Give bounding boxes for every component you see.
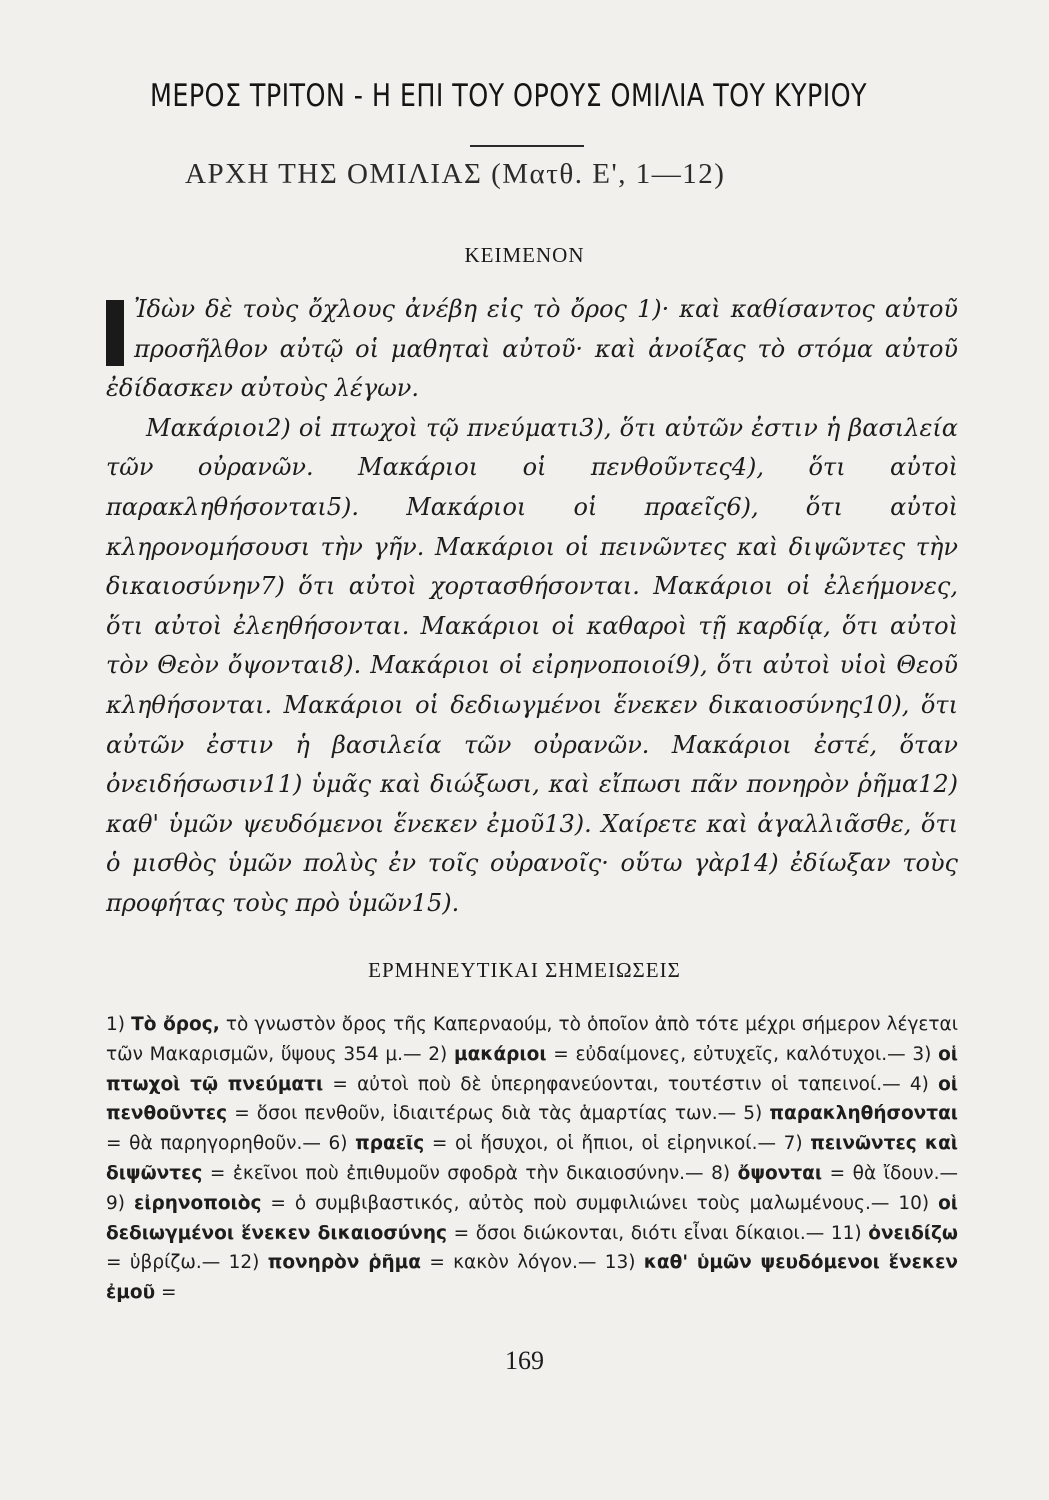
explanatory-notes [106, 1010, 958, 1308]
note-item: 11) ὀνειδίζω = ὑβρίζω.— [106, 1222, 958, 1274]
note-item: 13) καθ' ὑμῶν ψευδόμενοι ἕνεκεν ἐμοῦ = [106, 1252, 958, 1304]
running-head: ΜΕΡΟΣ ΤΡΙΤΟΝ - Η ΕΠΙ ΤΟΥ ΟΡΟΥΣ ΟΜΙΛΙΑ ΤΟΥ ΚΥΡΙΟΥ [150, 78, 868, 114]
note-item: 2) μακάριοι = εὐδαίμονες, εὐτυχεῖς, καλότυχοι.— [428, 1043, 906, 1065]
opening-paragraph: Ἰδὼν δὲ τοὺς ὄχλους ἀνέβη εἰς τὸ ὄρος 1)· καὶ καθίσαντος αὐτοῦ προσῆλθον αὐτῷ οἱ μαθηταὶ αὐτοῦ· καὶ ἀνοίξας τὸ στόμα αὐτοῦ ἐδίδασκεν αὐτοὺς λέγων. [106, 295, 958, 403]
drop-cap-ornament [106, 300, 124, 366]
text-label: ΚΕΙΜΕΝΟΝ [464, 243, 585, 267]
section-title: ΑΡΧΗ ΤΗΣ ΟΜΙΛΙΑΣ (Ματθ. Ε', 1—12) [185, 158, 726, 190]
note-item: 3) οἱ πτωχοὶ τῷ πνεύματι = αὐτοὶ ποὺ δὲ ὑπερηφανεύονται, τουτέστιν οἱ ταπεινοί.— [106, 1043, 958, 1095]
note-item: 7) πεινῶντες καὶ διψῶντες = ἐκεῖνοι ποὺ ἐπιθυμοῦν σφοδρὰ τὴν δικαιοσύνην.— [106, 1133, 958, 1184]
note-item: 9) εἰρηνοποιὸς = ὁ συμβιβαστικός, αὐτὸς ποὺ συμφιλιώνει τοὺς μαλωμένους.— [106, 1192, 890, 1214]
notes-label: ΕΡΜΗΝΕΥΤΙΚΑΙ ΣΗΜΕΙΩΣΕΙΣ [368, 958, 681, 982]
note-item: 12) πονηρὸν ῥῆμα = κακὸν λόγον.— [228, 1252, 597, 1274]
note-item: 6) πραεῖς = οἱ ἥσυχοι, οἱ ἤπιοι, οἱ εἰρηνικοί.— [328, 1133, 776, 1155]
note-item: 4) οἱ πενθοῦντες = ὅσοι πενθοῦν, ἰδιαιτέρως διὰ τὰς ἁμαρτίας των.— [106, 1073, 958, 1125]
scripture-text [106, 290, 958, 924]
note-item: 5) παρακληθήσονται = θὰ παρηγορηθοῦν.— [106, 1103, 958, 1155]
beatitudes-paragraph: Μακάριοι2) οἱ πτωχοὶ τῷ πνεύματι3), ὅτι αὐτῶν ἐστιν ἡ βασιλεία τῶν οὐρανῶν. Μακάριοι οἱ πενθοῦντες4), ὅτι αὐτοὶ παρακληθήσονται5). Μακάριοι οἱ πραεῖς6), ὅτι αὐτοὶ κληρονομήσουσι τὴν γῆν. Μακάριοι οἱ πεινῶντες καὶ διψῶντες τὴν δικαιοσύνην7) ὅτι αὐτοὶ χορτασθήσονται. Μακάριοι οἱ ἐλεήμονες, ὅτι αὐτοὶ ἐλεηθήσονται. Μακάριοι οἱ καθαροὶ τῇ καρδίᾳ, ὅτι αὐτοὶ τὸν Θεὸν ὄψονται8). Μακάριοι οἱ εἰρηνοποιοί9), ὅτι αὐτοὶ υἱοὶ Θεοῦ κληθήσονται. Μακάριοι οἱ δεδιωγμένοι ἕνεκεν δικαιοσύνης10), ὅτι αὐτῶν ἐστιν ἡ βασιλεία τῶν οὐρανῶν. Μακάριοι ἐστέ, ὅταν ὀνειδήσωσιν11) ὑμᾶς καὶ διώξωσι, καὶ εἴπωσι πᾶν πονηρὸν ῥῆμα12) καθ' ὑμῶν ψευδόμενοι ἕνεκεν ἐμοῦ13). Χαίρετε καὶ ἀγαλλιᾶσθε, ὅτι ὁ μισθὸς ὑμῶν πολὺς ἐν τοῖς οὐρανοῖς· οὕτω γὰρ14) ἐδίωξαν τοὺς προφήτας τοὺς πρὸ ὑμῶν15). [106, 413, 958, 917]
notes-paragraph [106, 1010, 958, 1308]
title-rule [470, 145, 584, 147]
note-item: 10) οἱ δεδιωγμένοι ἕνεκεν δικαιοσύνης = ὅσοι διώκονται, διότι εἶναι δίκαιοι.— [106, 1192, 959, 1244]
note-item: 8) ὄψονται = θὰ ἴδουν.— [711, 1162, 959, 1184]
page-number: 169 [505, 1346, 544, 1375]
note-item: 1) Τὸ ὄρος, τὸ γνωστὸν ὄρος τῆς Καπερναούμ, τὸ ὁποῖον ἀπὸ τότε μέχρι σήμερον λέγεται τῶν Μακαρισμῶν, ὕψους 354 μ.— [106, 1014, 959, 1065]
